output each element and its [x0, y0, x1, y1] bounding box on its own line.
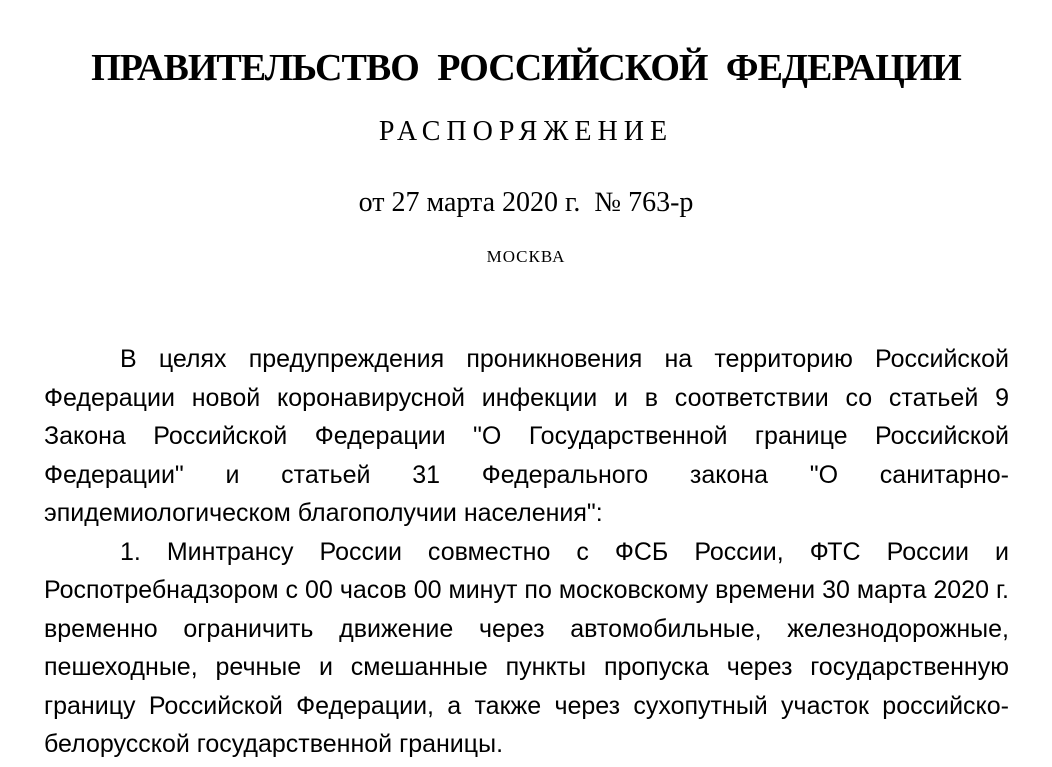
preamble-paragraph: В целях предупреждения проникновения на территорию Российской Федерации новой коронавирусной инфекции и в соответствии со статьей 9 Закона Российской Федерации "О Государственной границе Российской Федерации" и статьей 31 Федерального закона "О санитарно-эпидемиологическом благополучии населения": — [44, 345, 1009, 527]
document-date-number: от 27 марта 2020 г. № 763-р — [358, 187, 694, 218]
document-body — [44, 340, 1009, 764]
government-title: ПРАВИТЕЛЬСТВО РОССИЙСКОЙ ФЕДЕРАЦИИ — [91, 47, 961, 89]
document-type: РАСПОРЯЖЕНИЕ — [378, 116, 674, 147]
item-1-paragraph: 1. Минтрансу России совместно с ФСБ России, ФТС России и Роспотребнадзором с 00 часов 00 минут по московскому времени 30 марта 2020 г. временно ограничить движение через автомобильные, железнодорожные, пешеходные, речные и смешанные пункты пропуска через государственную границу Российской Федерации, а также через сухопутный участок российско-белорусской государственной границы. — [44, 537, 1009, 758]
document-city: МОСКВА — [486, 247, 566, 266]
